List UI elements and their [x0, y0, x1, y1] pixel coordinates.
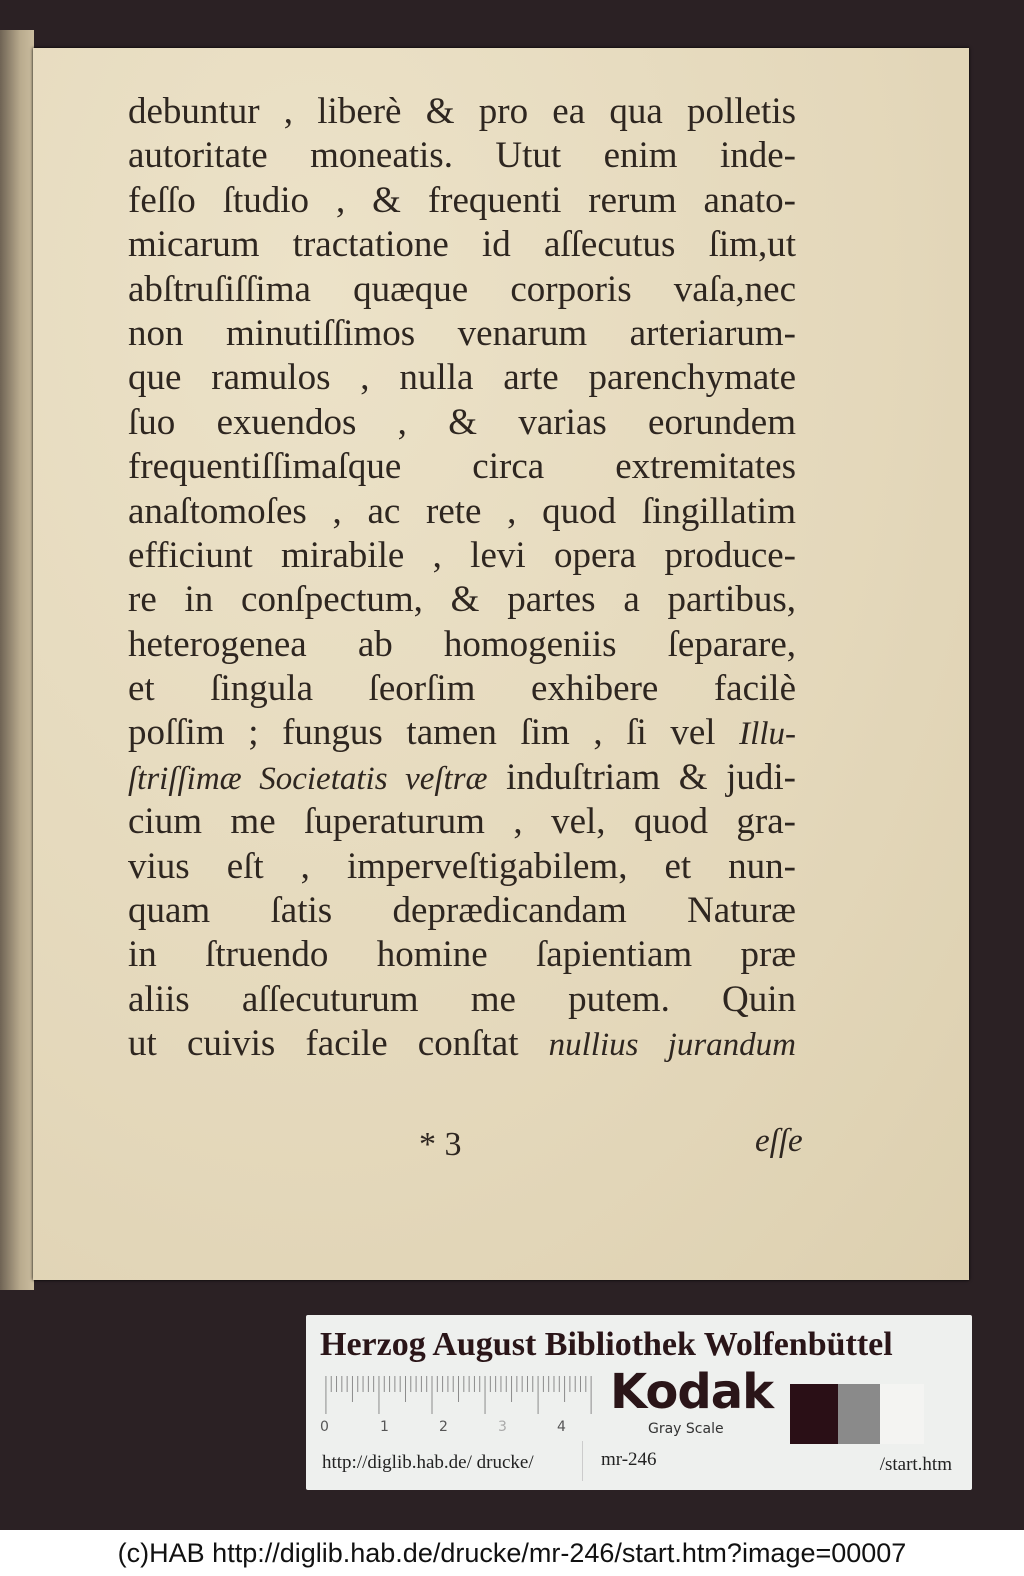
ruler-number: 4	[557, 1419, 566, 1435]
text-line	[128, 978, 796, 1022]
signature-mark: * 3	[419, 1126, 462, 1163]
text-line	[128, 800, 796, 844]
ruler-number: 3	[498, 1419, 507, 1435]
library-color-card	[306, 1315, 972, 1490]
line-text: induſtriam & judi-	[487, 756, 796, 798]
text-line	[128, 223, 796, 267]
text-line	[128, 445, 796, 489]
text-line	[128, 134, 796, 178]
text-line	[128, 623, 796, 667]
text-line	[128, 756, 796, 800]
line-text: ſuo exuendos , & varias eorundem	[128, 401, 796, 443]
page-text	[128, 90, 796, 1067]
line-text: que ramulos , nulla arte parenchymate	[128, 357, 796, 399]
text-line	[128, 933, 796, 977]
white-swatch	[880, 1384, 924, 1444]
text-line	[128, 312, 796, 356]
text-line	[128, 356, 796, 400]
text-line	[128, 889, 796, 933]
line-text: cium me ſuperaturum , vel, quod gra-	[128, 801, 796, 843]
shelfmark-box	[582, 1441, 683, 1481]
catchword: eſſe	[755, 1123, 803, 1159]
text-line	[128, 90, 796, 134]
line-text: frequentiſſimaſque circa extremitates	[128, 446, 796, 488]
line-text: aliis aſſecuturum me putem. Quin	[128, 978, 796, 1020]
italic-text: nullius jurandum	[548, 1027, 796, 1064]
text-line	[128, 534, 796, 578]
line-text: abſtruſiſſima quæque corporis vaſa,nec	[128, 268, 796, 310]
scanned-page	[33, 48, 969, 1280]
ruler-number: 0	[320, 1419, 329, 1435]
gray-scale-label: Gray Scale	[648, 1421, 724, 1437]
text-line	[128, 578, 796, 622]
text-line	[128, 1022, 796, 1066]
text-line	[128, 845, 796, 889]
italic-text: Illu-	[739, 716, 796, 753]
line-text: ut cuivis facile conſtat	[128, 1023, 549, 1065]
ruler-scale	[324, 1375, 594, 1415]
line-text: debuntur , liberè & pro ea qua polletis	[128, 91, 796, 132]
text-line	[128, 667, 796, 711]
copyright-footer: (c)HAB http://diglib.hab.de/drucke/mr-246/start.htm?image=00007	[0, 1530, 1024, 1576]
ruler-number: 2	[439, 1419, 448, 1435]
line-text: micarum tractatione id aſſecutus ſim,ut	[128, 224, 796, 266]
kodak-logo: Kodak	[610, 1364, 773, 1420]
line-text: feſſo ſtudio , & frequenti rerum anato-	[128, 179, 796, 221]
text-line	[128, 711, 796, 755]
italic-text: ſtriſſimæ Societatis veſtræ	[128, 760, 488, 797]
line-text: re in conſpectum, & partes a partibus,	[128, 579, 796, 621]
line-text: autoritate moneatis. Utut enim inde-	[128, 135, 796, 177]
line-text: quam ſatis deprædicandam Naturæ	[128, 890, 796, 932]
url-suffix: /start.htm	[879, 1454, 952, 1475]
gray-swatch	[838, 1384, 880, 1444]
line-text: in ſtruendo homine ſapientiam præ	[128, 934, 796, 976]
text-line	[128, 401, 796, 445]
book-edge	[0, 30, 34, 1290]
library-name: Herzog August Bibliothek Wolfenbüttel	[320, 1326, 893, 1363]
line-text: poſſim ; fungus tamen ſim , ſi vel	[128, 712, 740, 754]
line-text: heterogenea ab homogeniis ſeparare,	[128, 623, 796, 665]
shelfmark: mr-246	[601, 1449, 657, 1470]
line-text: non minutiſſimos venarum arteriarum-	[128, 312, 796, 354]
line-text: efficiunt mirabile , levi opera produce-	[128, 534, 796, 576]
text-line	[128, 268, 796, 312]
black-swatch	[790, 1384, 838, 1444]
url-prefix: http://diglib.hab.de/ drucke/	[322, 1452, 534, 1473]
line-text: anaſtomoſes , ac rete , quod ſingillatim	[128, 490, 796, 532]
text-line	[128, 490, 796, 534]
line-text: vius eſt , imperveſtigabilem, et nun-	[128, 845, 796, 887]
text-line	[128, 179, 796, 223]
ruler-number: 1	[380, 1419, 389, 1435]
line-text: et ſingula ſeorſim exhibere facilè	[128, 668, 796, 710]
